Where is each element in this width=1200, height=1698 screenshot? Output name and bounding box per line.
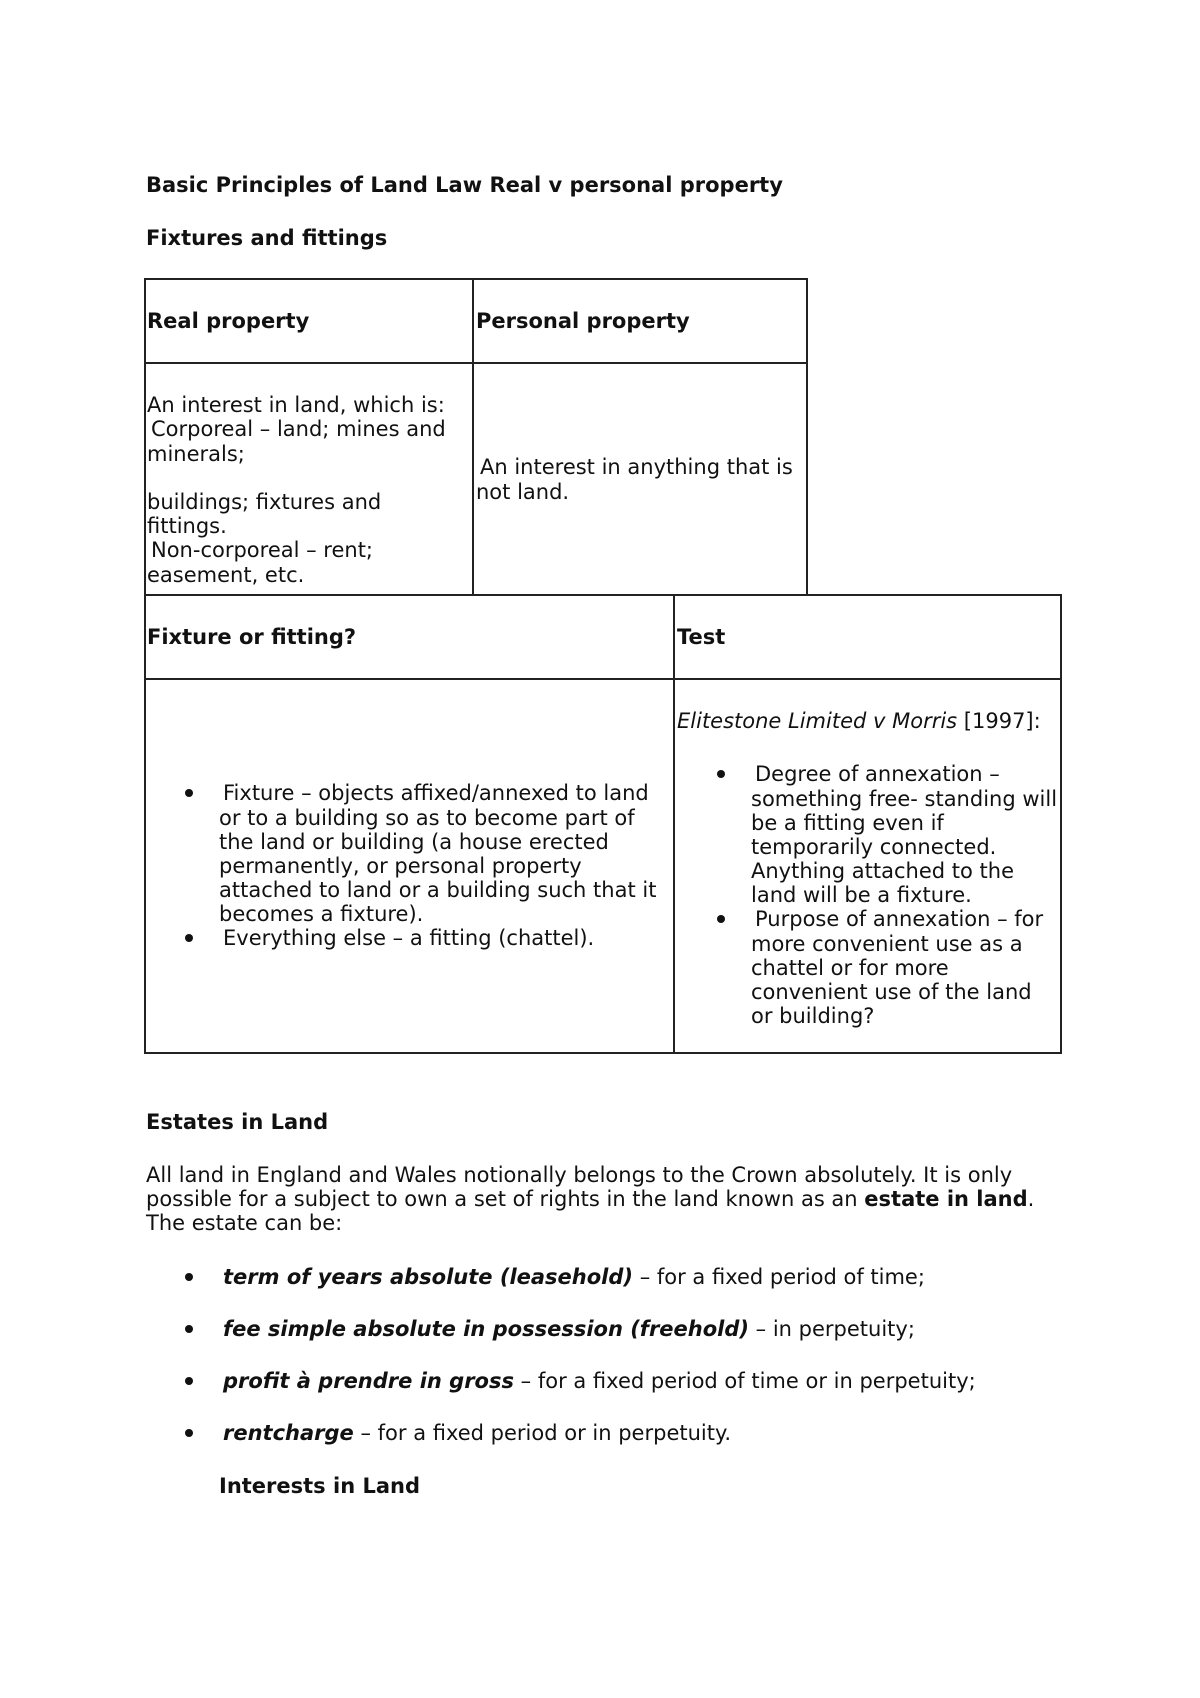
section-heading-fixtures: Fixtures and fittings xyxy=(146,226,388,250)
personal-property-definition: An interest in anything that is not land. xyxy=(476,455,793,504)
header-fixture-or-fitting: Fixture or fitting? xyxy=(147,625,357,649)
bullet-dot-icon xyxy=(185,934,193,942)
estate-term: rentcharge xyxy=(223,1421,354,1445)
page-title: Basic Principles of Land Law Real v personal property xyxy=(146,173,783,197)
annexation-tests-list xyxy=(751,762,1059,1028)
list-item xyxy=(219,1369,976,1394)
list-item xyxy=(219,781,669,926)
bullet-dot-icon xyxy=(185,1377,193,1385)
bullet-dot-icon xyxy=(185,1325,193,1333)
property-table-header-rule xyxy=(144,362,808,364)
estate-description: – for a fixed period of time; xyxy=(633,1265,925,1289)
case-year: [1997]: xyxy=(957,709,1041,733)
fixture-definitions-list xyxy=(219,781,669,951)
fitting-definition: Everything else – a fitting (chattel). xyxy=(223,926,595,950)
bullet-dot-icon xyxy=(185,1273,193,1281)
estates-paragraph xyxy=(146,1163,1061,1235)
fixture-definition: Fixture – objects affixed/annexed to land or to a building so as to become part of the land or building (a house erected permanently, or personal property attached to land or a building such that it becomes a fixture). xyxy=(219,781,657,926)
list-item xyxy=(219,1265,925,1290)
header-test: Test xyxy=(677,625,726,649)
bullet-dot-icon xyxy=(717,770,725,778)
property-table-divider xyxy=(472,278,474,596)
case-citation xyxy=(677,709,1057,733)
section-heading-estates: Estates in Land xyxy=(146,1110,329,1134)
list-item xyxy=(751,762,1059,907)
estate-description: – for a fixed period of time or in perpetuity; xyxy=(513,1369,976,1393)
list-item xyxy=(219,1317,915,1342)
personal-property-cell xyxy=(476,455,801,504)
list-item xyxy=(219,1421,731,1446)
real-property-cell xyxy=(147,393,467,587)
purpose-of-annexation: Purpose of annexation – for more convenient use as a chattel or for more convenient use of the land or building? xyxy=(751,907,1044,1028)
fixture-table-divider xyxy=(673,594,675,1054)
degree-of-annexation: Degree of annexation – something free- standing will be a fitting even if temporarily connected. Anything attached to the land will be a fixture. xyxy=(751,762,1058,907)
fixture-table-header-rule xyxy=(144,678,1062,680)
real-property-noncorporeal: Non-corporeal – rent; easement, etc. xyxy=(147,538,374,587)
bullet-dot-icon xyxy=(185,1429,193,1437)
estates-paragraph-end: . The estate can be: xyxy=(146,1187,1035,1235)
estate-description: – in perpetuity; xyxy=(749,1317,915,1341)
estate-term: profit à prendre in gross xyxy=(223,1369,514,1393)
real-property-intro: An interest in land, which is: xyxy=(147,393,445,417)
estates-paragraph-bold: estate in land xyxy=(864,1187,1028,1211)
real-property-corporeal: Corporeal – land; mines and minerals; xyxy=(147,417,446,466)
section-heading-interests: Interests in Land xyxy=(219,1474,420,1498)
list-item xyxy=(219,926,669,951)
header-real-property: Real property xyxy=(147,309,310,333)
header-personal-property: Personal property xyxy=(476,309,690,333)
list-item xyxy=(751,907,1059,1028)
estate-term: fee simple absolute in possession (freehold) xyxy=(223,1317,749,1341)
case-name: Elitestone Limited v Morris xyxy=(677,709,958,733)
estate-term: term of years absolute (leasehold) xyxy=(223,1265,634,1289)
bullet-dot-icon xyxy=(717,915,725,923)
estates-paragraph-start: All land in England and Wales notionally belongs to the Crown absolutely. It is only possible for a subject to own a set of rights in the land known as an xyxy=(146,1163,1013,1211)
real-property-buildings: buildings; fixtures and fittings. xyxy=(147,490,382,538)
estate-description: – for a fixed period or in perpetuity. xyxy=(353,1421,732,1445)
bullet-dot-icon xyxy=(185,789,193,797)
